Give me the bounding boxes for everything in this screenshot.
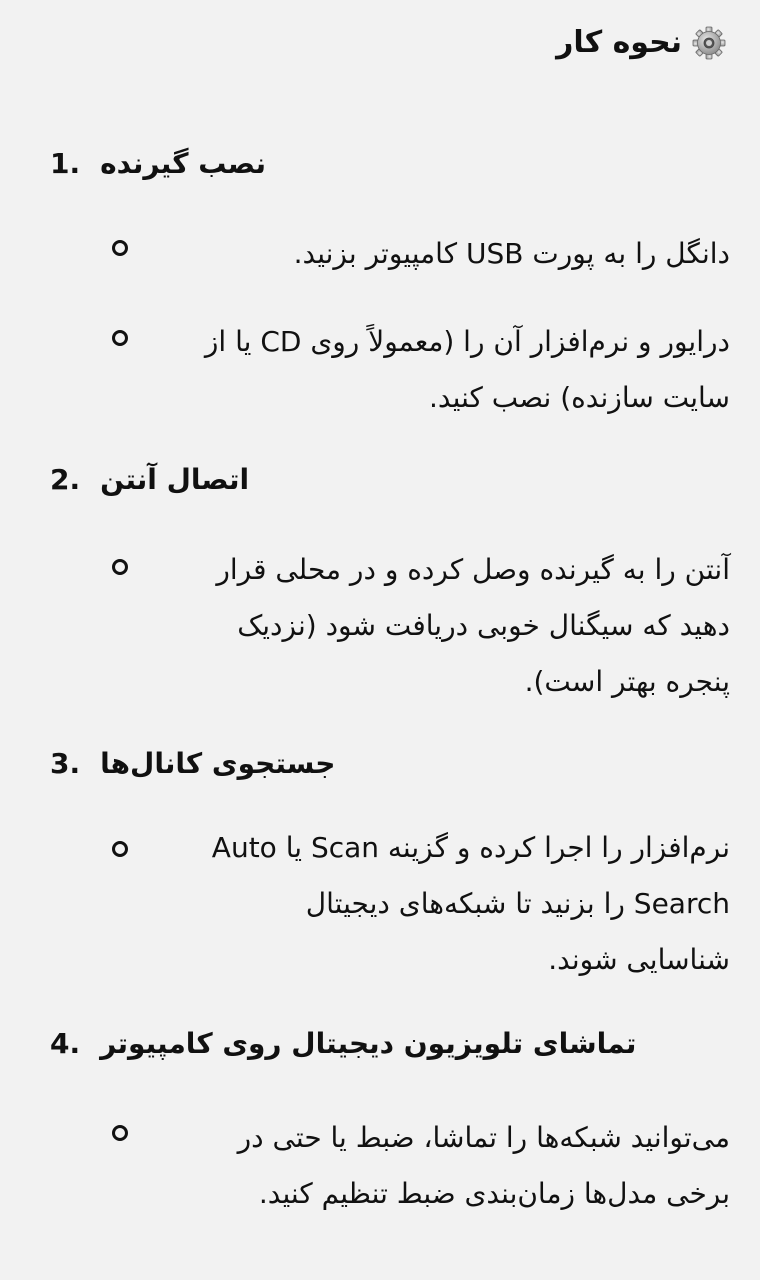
list-item-line: می‌توانید شبکه‌ها را تماشا، ضبط یا حتی در	[237, 1121, 730, 1154]
list-item-line: شناسایی شوند.	[548, 943, 730, 976]
list-item	[216, 542, 730, 710]
section-title: اتصال آنتن	[100, 463, 250, 496]
section-title: جستجوی کانال‌ها	[100, 747, 336, 780]
page-title: نحوه کار	[556, 25, 682, 60]
section-heading-channel-search	[50, 747, 730, 780]
section-heading-watch-tv	[50, 1027, 730, 1060]
section-number: 3.	[50, 747, 81, 780]
list-item	[238, 1110, 730, 1222]
list-item-line: نرم‌افزار را اجرا کرده و گزینه Scan یا Auto	[211, 831, 730, 864]
list-item	[212, 820, 730, 988]
list-item-line: آنتن را به گیرنده وصل کرده و در محلی قرار	[216, 553, 730, 586]
bullet-circle-icon	[112, 559, 128, 575]
list-item	[294, 226, 730, 282]
list-item-line: Search را بزنید تا شبکه‌های دیجیتال	[305, 887, 730, 920]
list-item-line: برخی مدل‌ها زمان‌بندی ضبط تنظیم کنید.	[258, 1177, 730, 1210]
list-item	[205, 314, 730, 426]
list-item-line: سایت سازنده) نصب کنید.	[429, 381, 730, 414]
list-item-line: دانگل را به پورت USB کامپیوتر بزنید.	[293, 237, 730, 270]
bullet-circle-icon	[112, 841, 128, 857]
section-title: تماشای تلویزیون دیجیتال روی کامپیوتر	[100, 1027, 637, 1060]
section-number: 1.	[50, 147, 81, 180]
section-number: 2.	[50, 463, 81, 496]
list-item-line: دهید که سیگنال خوبی دریافت شود (نزدیک	[237, 609, 730, 642]
section-heading-antenna	[50, 463, 730, 496]
page-heading	[556, 26, 726, 60]
gear-icon	[692, 26, 726, 60]
section-title: نصب گیرنده	[100, 147, 266, 180]
bullet-circle-icon	[112, 330, 128, 346]
section-number: 4.	[50, 1027, 81, 1060]
bullet-circle-icon	[112, 1125, 128, 1141]
list-item-line: درایور و نرم‌افزار آن را (معمولاً روی CD یا از	[204, 325, 730, 358]
list-item-line: پنجره بهتر است).	[524, 665, 730, 698]
section-heading-install-receiver	[50, 147, 730, 180]
bullet-circle-icon	[112, 240, 128, 256]
